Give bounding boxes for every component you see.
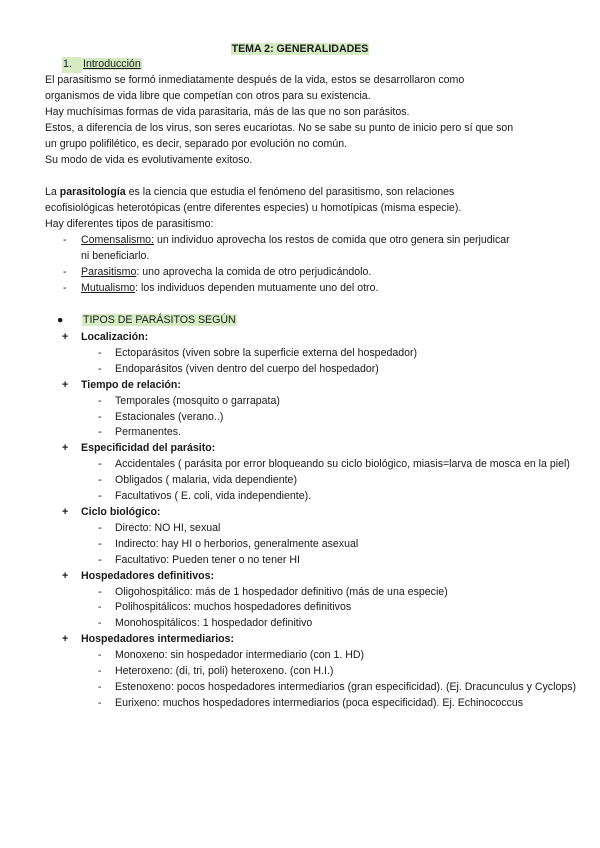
parasitologia-paragraph [45, 185, 575, 233]
section-heading-introduccion [62, 57, 142, 73]
section-label: Introducción [83, 58, 141, 70]
list-item: - Polihospitálicos: muchos hospedadores definitivos [98, 601, 352, 614]
term: Comensalismo: [81, 234, 155, 246]
list-item: - Heteroxeno: (di, tri, poli) heteroxeno. (con H.I.) [98, 665, 334, 678]
intro-paragraph [45, 73, 575, 168]
parasitism-types-list [45, 233, 585, 297]
list-item: - Comensalismo: un individuo aprovecha los restos de comida que otro genera sin perjudicar ni beneficiarlo. [63, 234, 510, 262]
category-heading: + Especificidad del parásito: [62, 442, 216, 455]
list-item: - Oligohospitálico: más de 1 hospedador definitivo (más de una especie) [98, 585, 448, 598]
list-item: - Estenoxeno: pocos hospedadores intermediarios (gran especificidad). (Ej. Dracunculus y Cyclops) [98, 680, 577, 693]
list-item: - Ectoparásitos (viven sobre la superficie externa del hospedador) [98, 346, 418, 359]
tipos-heading: ● TIPOS DE PARÁSITOS SEGÚN [62, 313, 237, 329]
para2-line: Hay diferentes tipos de parasitismo: [45, 217, 214, 230]
parasite-categories [45, 330, 590, 712]
list-item: - Facultativo: Pueden tener o no tener HI [98, 553, 300, 566]
category-heading: + Tiempo de relación: [62, 378, 181, 391]
intro-line: un grupo polifilético, es decir, separado por evolución no común. [45, 137, 348, 150]
list-item: - Accidentales ( parásita por error bloqueando su ciclo biológico, miasis=larva de mosca en la piel) [98, 458, 570, 471]
section-number: 1. [62, 57, 82, 73]
list-item: - Obligados ( malaria, vida dependiente) [98, 474, 297, 487]
list-item: - Endoparásitos (viven dentro del cuerpo del hospedador) [98, 362, 379, 375]
list-item: - Eurixeno: muchos hospedadores intermediarios (poca especificidad). Ej. Echinococcus [98, 696, 524, 709]
term: Parasitismo [81, 265, 137, 278]
para2-line: La parasitología es la ciencia que estudia el fenómeno del parasitismo, son relaciones [45, 186, 455, 198]
intro-line: Hay muchísimas formas de vida parasitaria, más de las que no son parásitos. [45, 105, 410, 118]
term: Mutualismo [81, 281, 136, 294]
document-title: TEMA 2: GENERALIDADES [231, 43, 369, 55]
list-item: - Monohospitálicos: 1 hospedador definitivo [98, 617, 313, 630]
category-heading: + Hospedadores definitivos: [62, 569, 215, 582]
list-item: - Indirecto: hay HI o herborios, generalmente asexual [98, 537, 359, 550]
list-item: - Temporales (mosquito o garrapata) [98, 394, 280, 407]
intro-line: organismos de vida libre que competían con otros para su existencia. [45, 89, 371, 102]
list-item: - Mutualismo: los individuos dependen mutuamente uno del otro. [45, 281, 585, 297]
para2-line: ecofisiológicas heterotópicas (entre diferentes especies) u homotípicas (misma especie). [45, 201, 462, 214]
category-heading: + Localización: [62, 331, 149, 343]
category-heading: + Ciclo biológico: [62, 505, 161, 518]
intro-line: Su modo de vida es evolutivamente exitoso. [45, 153, 253, 166]
intro-line: El parasitismo se formó inmediatamente después de la vida, estos se desarrollaron como [45, 74, 465, 86]
term-parasitologia: parasitología [59, 186, 126, 198]
dash-marker: - [63, 281, 67, 294]
bullet-marker: ● [57, 314, 64, 326]
list-item: - Monoxeno: sin hospedador intermediario (con 1. HD) [98, 649, 365, 662]
dash-marker: - [63, 234, 67, 246]
category-heading: + Hospedadores intermediarios: [62, 633, 235, 646]
intro-line: Estos, a diferencia de los virus, son seres eucariotas. No se sabe su punto de inicio pero sí que son [45, 121, 514, 134]
list-item: - Directo: NO HI, sexual [98, 521, 221, 534]
list-item: - Estacionales (verano..) [98, 410, 224, 423]
list-item: - Parasitismo: uno aprovecha la comida de otro perjudicándolo. [45, 265, 585, 281]
list-item: - Permanentes. [98, 426, 181, 439]
list-item: - Facultativos ( E. coli, vida independiente). [98, 490, 312, 503]
dash-marker: - [63, 265, 67, 278]
